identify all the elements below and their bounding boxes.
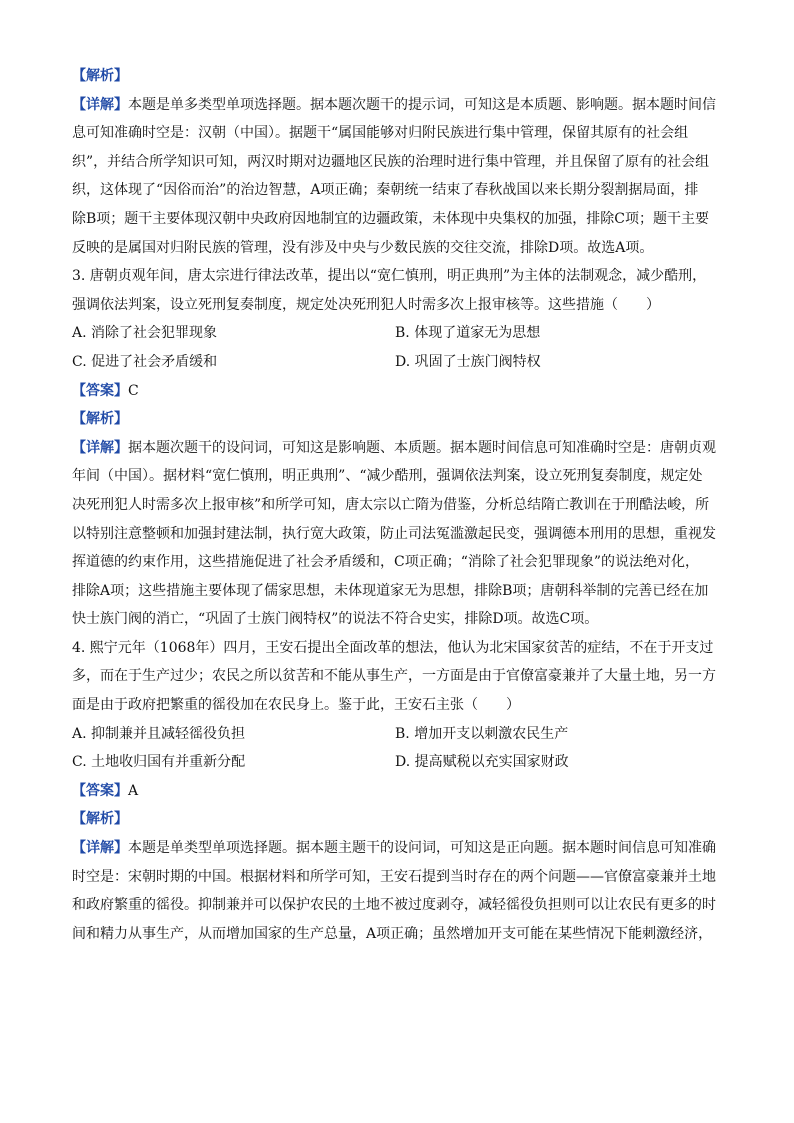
q4-analysis-heading — [72, 805, 722, 834]
q4-detail-line-3: 和政府繁重的徭役。抑制兼并可以保护农民的土地不被过度剥夺，减轻徭役负担则可以让农民有更多的时 — [72, 897, 716, 914]
q4-answer — [72, 777, 722, 806]
q3-detail-line-1: 【详解】据本题次题干的设问词，可知这是影响题、本质题。据本题时间信息可知准确时空是：唐朝贞观 — [72, 439, 716, 456]
q4-option-d: D. 提高赋税以充实国家财政 — [395, 754, 569, 771]
q4-detail-line-2: 时空是：宋朝时期的中国。根据材料和所学可知，王安石提到当时存在的两个问题——官僚富豪兼并土地 — [72, 868, 716, 885]
q3-option-b: B. 体现了道家无为思想 — [395, 325, 541, 342]
q3-option-d: D. 巩固了士族门阀特权 — [395, 353, 541, 370]
detail-label: 【详解】 — [72, 439, 128, 456]
q3-analysis-heading — [72, 405, 722, 434]
q3-detail-line-4: 以特别注意整顿和加强封建法制，执行宽大政策，防止司法冤滥激起民变，强调德本刑用的思想，重视发 — [72, 525, 716, 542]
q3-detail-line-7: 快士族门阀的消亡，“巩固了士族门阀特权”的说法不符合史实，排除D项。故选C项。 — [72, 611, 599, 628]
q3-stem-line-1: 3. 唐朝贞观年间，唐太宗进行律法改革，提出以“宽仁慎刑，明正典刑”为主体的法制观念，减少酷刑， — [72, 268, 707, 285]
detail-label: 【详解】 — [72, 96, 128, 113]
q3-options-row-2 — [72, 348, 722, 377]
q3-detail-line-5: 挥道德的约束作用，这些措施促进了社会矛盾缓和，C项正确；“消除了社会犯罪现象”的说法绝对化， — [72, 554, 700, 571]
q4-stem-line-3: 面是由于政府把繁重的徭役加在农民身上。鉴于此，王安石主张（ ） — [72, 697, 520, 714]
analysis-label: 【解析】 — [72, 811, 128, 828]
analysis-label: 【解析】 — [72, 68, 128, 84]
q4-options-row-1 — [72, 720, 722, 749]
q4-stem-line-2: 多，而在于生产过少；农民之所以贫苦和不能从事生产，一方面是由于官僚富豪兼并了大量土地，另一方 — [72, 668, 716, 685]
answer-label: 【答案】 — [72, 782, 128, 799]
q3-stem-line-2: 强调依法判案，设立死刑复奏制度，规定处决死刑犯人时需多次上报审核等。这些措施（ ） — [72, 296, 660, 313]
q4-stem-line-1: 4. 熙宁元年（1068年）四月，王安石提出全面改革的想法，他认为北宋国家贫苦的症结，不在于开支过 — [72, 639, 714, 656]
q3-option-a: A. 消除了社会犯罪现象 — [72, 325, 218, 342]
q2-detail-line-1: 【详解】本题是单多类型单项选择题。据本题次题干的提示词，可知这是本质题、影响题。据本题时间信 — [72, 96, 716, 113]
analysis-label: 【解析】 — [72, 411, 128, 428]
q4-option-a: A. 抑制兼并且减轻徭役负担 — [72, 725, 246, 742]
q3-detail-line-3: 决死刑犯人时需多次上报审核”和所学可知，唐太宗以亡隋为借鉴，分析总结隋亡教训在于刑酷法峻，所 — [72, 496, 710, 513]
detail-label: 【详解】 — [72, 840, 128, 857]
q3-answer-value: C — [128, 382, 139, 399]
q4-detail-line-1: 【详解】本题是单类型单项选择题。据本题主题干的设问词，可知这是正向题。据本题时间信息可知准确 — [72, 840, 716, 857]
analysis-heading — [72, 62, 722, 91]
q2-detail-line-4: 织，这体现了“因俗而治”的治边智慧，A项正确；秦朝统一结束了春秋战国以来长期分裂割据局面，排 — [72, 182, 699, 199]
q2-detail-line-2: 息可知准确时空是：汉朝（中国）。据题干“属国能够对归附民族进行集中管理，保留其原有的社会组 — [72, 125, 689, 142]
q3-options-row-1 — [72, 319, 722, 348]
q4-options-row-2 — [72, 748, 722, 777]
q4-detail-line-4: 间和精力从事生产，从而增加国家的生产总量，A项正确；虽然增加开支可能在某些情况下能刺激经济， — [72, 925, 713, 942]
answer-label: 【答案】 — [72, 382, 128, 399]
q4-option-c: C. 土地收归国有并重新分配 — [72, 754, 246, 771]
q3-answer — [72, 377, 722, 406]
q2-detail-line-5: 除B项；题干主要体现汉朝中央政府因地制宜的边疆政策，未体现中央集权的加强，排除C项；题干主要 — [72, 210, 709, 227]
q3-detail-line-2: 年间（中国）。据材料“宽仁慎刑，明正典刑”、“减少酷刑，强调依法判案，设立死刑复奏制度，规定处 — [72, 468, 703, 485]
q3-option-c: C. 促进了社会矛盾缓和 — [72, 353, 218, 370]
q2-detail-line-3: 织”，并结合所学知识可知，两汉时期对边疆地区民族的治理时进行集中管理，并且保留了原有的社会组 — [72, 153, 710, 170]
q3-detail-line-6: 排除A项；这些措施主要体现了儒家思想，未体现道家无为思想，排除B项；唐朝科举制的完善已经在加 — [72, 582, 709, 599]
q4-answer-value: A — [128, 782, 139, 799]
q2-detail-line-6: 反映的是属国对归附民族的管理，没有涉及中央与少数民族的交往交流，排除D项。故选A项。 — [72, 239, 654, 256]
q4-option-b: B. 增加开支以刺激农民生产 — [395, 725, 569, 742]
